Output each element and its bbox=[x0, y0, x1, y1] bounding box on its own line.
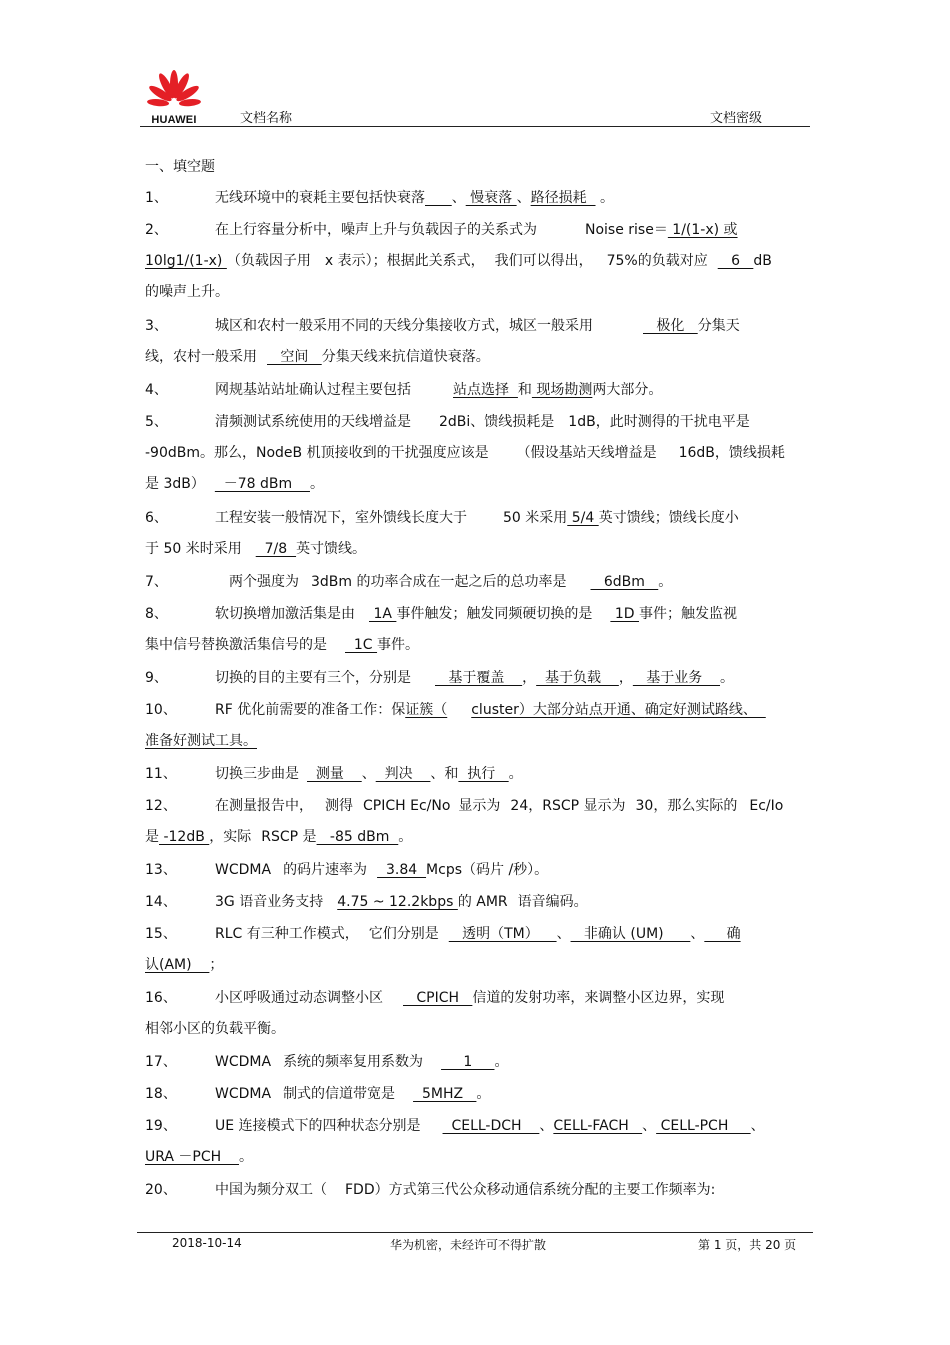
question-number: 2、 bbox=[145, 222, 168, 238]
answer: 1C bbox=[345, 637, 378, 653]
answer: 基于业务 bbox=[632, 670, 721, 686]
question-9: 9、 切换的目的主要有三个，分别是 基于覆盖 ， 基于负载 ， 基于业务 。 bbox=[145, 663, 807, 694]
question-number: 20、 bbox=[145, 1182, 177, 1198]
answer: CPICH bbox=[403, 990, 473, 1006]
question-13: 13、 WCDMA 的码片速率为 3.84 Mcps（码片 /秒）。 bbox=[145, 855, 807, 886]
question-number: 15、 bbox=[145, 926, 177, 942]
answer: 慢衰落 bbox=[465, 190, 517, 206]
question-16: 16、 小区呼吸通过动态调整小区 CPICH 信道的发射功率，来调整小区边界，实现 相邻小区的负载平衡。 bbox=[145, 983, 807, 1045]
answer: 6dBm bbox=[590, 574, 659, 590]
huawei-logo bbox=[145, 70, 203, 128]
question-number: 6、 bbox=[145, 510, 168, 526]
logo-wordmark: HUAWEI bbox=[151, 114, 197, 126]
huawei-petal-icon bbox=[145, 70, 203, 114]
question-number: 3、 bbox=[145, 318, 168, 334]
question-number: 17、 bbox=[145, 1054, 177, 1070]
question-number: 13、 bbox=[145, 862, 177, 878]
question-number: 7、 bbox=[145, 574, 168, 590]
answer: 4.75 ~ 12.2kbps bbox=[337, 894, 458, 910]
doc-name-label: 文档名称 bbox=[240, 111, 293, 126]
answer: CELL-PCH bbox=[656, 1118, 751, 1134]
section-title: 一、填空题 bbox=[145, 159, 215, 175]
answer: -85 dBm bbox=[316, 829, 399, 845]
answer: 确定好测试路线、 bbox=[644, 702, 766, 718]
answer: -12dB bbox=[159, 829, 210, 845]
question-15: 15、 RLC 有三种工作模式， 它们分别是 透明（TM） 、 非确认 (UM) 、 确 认(AM) ； bbox=[145, 919, 807, 981]
answer: 基于负载 bbox=[536, 670, 619, 686]
question-2: 2、 在上行容量分析中，噪声上升与负载因子的关系式为 Noise rise＝ 1/(1-x) 或 10lg1/(1-x) （负载因子用 x 表示）；根据此关系式， 我们可以得出， 75%的负载对应 6 dB 的噪声上升。 bbox=[145, 215, 807, 308]
answer: 10lg1/(1-x) bbox=[145, 253, 227, 269]
answer: CELL-DCH bbox=[442, 1118, 540, 1134]
question-number: 9、 bbox=[145, 670, 168, 686]
answer: 路径损耗 bbox=[530, 190, 596, 206]
answer: 5/4 bbox=[567, 510, 599, 526]
question-11: 11、 切换三步曲是 测量 、 判决 、和 执行 。 bbox=[145, 759, 807, 790]
answer: 极化 bbox=[643, 318, 698, 334]
answer: 判决 bbox=[375, 766, 431, 782]
answer: 测量 bbox=[307, 766, 362, 782]
answer: 确 bbox=[704, 926, 741, 942]
answer: 透明（TM） bbox=[448, 926, 557, 942]
question-number: 10、 bbox=[145, 702, 177, 718]
answer: 站点选择 bbox=[453, 382, 518, 398]
question-number: 12、 bbox=[145, 798, 177, 814]
answer: 1A bbox=[369, 606, 397, 622]
question-number: 16、 bbox=[145, 990, 177, 1006]
question-number: 14、 bbox=[145, 894, 177, 910]
question-number: 18、 bbox=[145, 1086, 177, 1102]
answer: 准备好测试工具。 bbox=[145, 733, 257, 749]
question-19: 19、 UE 连接模式下的四种状态分别是 CELL-DCH 、CELL-FACH 、 CELL-PCH 、 URA －PCH 。 bbox=[145, 1111, 807, 1173]
answer: 3.84 bbox=[377, 862, 427, 878]
answer: URA －PCH bbox=[145, 1149, 239, 1165]
question-10: 10、 RF 优化前需要的准备工作：保证簇（ cluster）大部分站点开通、确定好测试路线、 准备好测试工具。 bbox=[145, 695, 807, 757]
question-number: 4、 bbox=[145, 382, 168, 398]
question-6: 6、 工程安装一般情况下，室外馈线长度大于 50 米采用 5/4 英寸馈线；馈线长度小 于 50 米时采用 7/8 英寸馈线。 bbox=[145, 503, 807, 565]
question-3: 3、 城区和农村一般采用不同的天线分集接收方式，城区一般采用 极化 分集天 线，农村一般采用 空间 分集天线来抗信道快衰落。 bbox=[145, 311, 807, 373]
answer: 1D bbox=[610, 606, 639, 622]
question-12: 12、 在测量报告中， 测得 CPICH Ec/No 显示为 24，RSCP 显示为 30，那么实际的 Ec/Io 是 -12dB ，实际 RSCP 是 -85 dBm 。 bbox=[145, 791, 807, 853]
footer-confidential: 华为机密，未经许可不得扩散 bbox=[390, 1238, 547, 1252]
answer: －78 dBm bbox=[214, 476, 310, 492]
answer: 执行 bbox=[458, 766, 509, 782]
answer: CELL-FACH bbox=[553, 1118, 643, 1134]
doc-level-label: 文档密级 bbox=[710, 111, 763, 126]
question-7: 7、 两个强度为 3dBm 的功率合成在一起之后的总功率是 6dBm 。 bbox=[145, 567, 807, 598]
answer: 证簇（ bbox=[405, 702, 448, 718]
footer-divider bbox=[137, 1232, 813, 1233]
header-divider bbox=[140, 126, 810, 127]
answer: 6 bbox=[717, 253, 754, 269]
question-20: 20、 中国为频分双工（ FDD）方式第三代公众移动通信系统分配的主要工作频率为: bbox=[145, 1175, 807, 1206]
answer: 现场勘测 bbox=[531, 382, 593, 398]
answer: cluster）大部分站点开通、 bbox=[471, 702, 645, 718]
question-8: 8、 软切换增加激活集是由 1A 事件触发；触发同频硬切换的是 1D 事件；触发监视 集中信号替换激活集信号的是 1C 事件。 bbox=[145, 599, 807, 661]
question-4: 4、 网规基站站址确认过程主要包括 站点选择 和 现场勘测两大部分。 bbox=[145, 375, 807, 406]
question-number: 11、 bbox=[145, 766, 177, 782]
answer: 1 bbox=[441, 1054, 495, 1070]
blank bbox=[425, 190, 452, 206]
answer: 5MHZ bbox=[413, 1086, 477, 1102]
footer-page-info: 第 1 页，共 20 页 bbox=[698, 1238, 797, 1252]
question-1: 1、 无线环境中的衰耗主要包括快衰落 、 慢衰落 、路径损耗 。 bbox=[145, 183, 807, 214]
question-number: 8、 bbox=[145, 606, 168, 622]
answer: 7/8 bbox=[255, 541, 297, 557]
answer: 1/(1-x) 或 bbox=[667, 222, 738, 238]
answer: 基于覆盖 bbox=[435, 670, 523, 686]
answer: 非确认 (UM) bbox=[570, 926, 691, 942]
question-number: 5、 bbox=[145, 414, 168, 430]
question-5: 5、 清频测试系统使用的天线增益是 2dBi、馈线损耗是 1dB，此时测得的干扰电平是 -90dBm。那么，NodeB 机顶接收到的干扰强度应该是 （假设基站天线增益是 16dB，馈线损耗 是 3dB） －78 dBm 。 bbox=[145, 407, 807, 500]
question-14: 14、 3G 语音业务支持 4.75 ~ 12.2kbps 的 AMR 语音编码。 bbox=[145, 887, 807, 918]
question-number: 1、 bbox=[145, 190, 168, 206]
question-17: 17、 WCDMA 系统的频率复用系数为 1 。 bbox=[145, 1047, 807, 1078]
answer: 认(AM) bbox=[145, 957, 210, 973]
footer-date: 2018-10-14 bbox=[172, 1236, 242, 1250]
answer: 空间 bbox=[267, 349, 322, 365]
question-number: 19、 bbox=[145, 1118, 177, 1134]
question-18: 18、 WCDMA 制式的信道带宽是 5MHZ 。 bbox=[145, 1079, 807, 1110]
